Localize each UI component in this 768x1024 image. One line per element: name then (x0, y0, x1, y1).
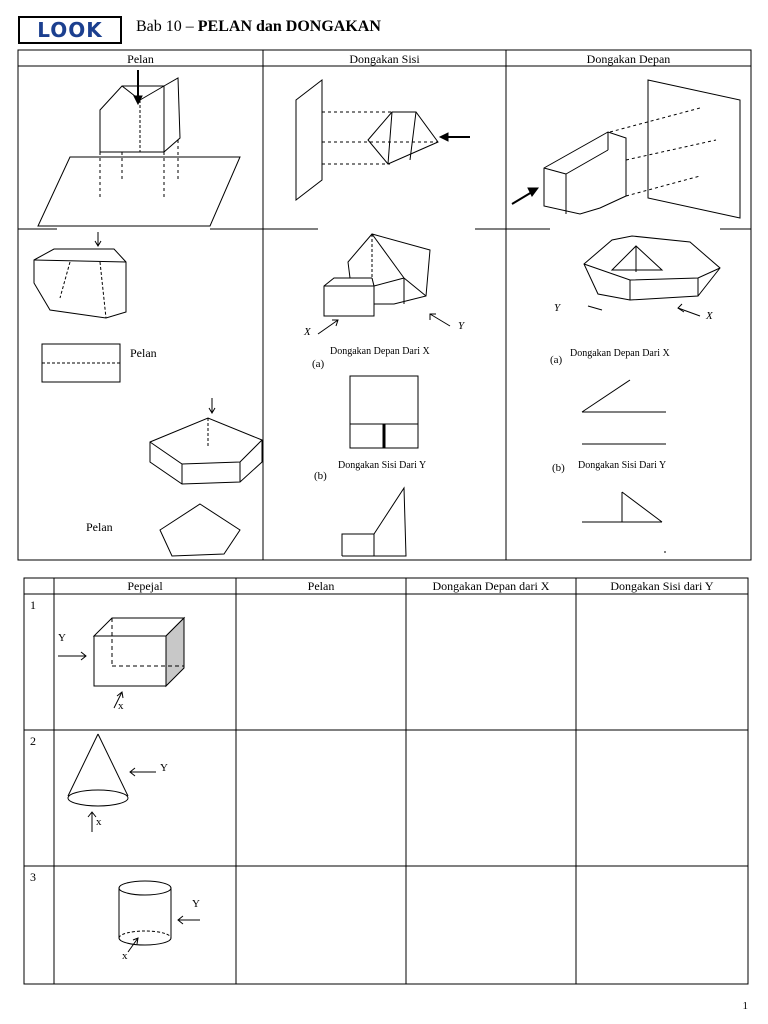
label-right-b-marker: (b) (552, 462, 565, 474)
label-axis-y-mid: Y (458, 320, 465, 332)
col-header-dongakan-depan: Dongakan Depan (586, 52, 671, 66)
row-number-2: 2 (30, 734, 36, 748)
ex-header-dongakan-sisi: Dongakan Sisi dari Y (610, 579, 714, 593)
label-right-a-marker: (a) (550, 354, 563, 366)
ex-header-pelan: Pelan (307, 579, 335, 593)
row3-x-label: x (122, 950, 128, 962)
page-number: 1 (742, 1000, 748, 1012)
row1-y-label: Y (58, 632, 66, 644)
cylinder-diagram (119, 881, 200, 952)
ex-header-pepejal: Pepejal (127, 579, 163, 593)
label-right-a-text: Dongakan Depan Dari X (570, 348, 670, 359)
col-header-pelan: Pelan (127, 52, 154, 66)
row-number-3: 3 (30, 870, 36, 884)
label-axis-x-right: X (706, 310, 713, 322)
label-mid-b-text: Dongakan Sisi Dari Y (338, 460, 427, 471)
label-mid-a-marker: (a) (312, 358, 325, 370)
label-axis-y-right: Y (554, 302, 561, 314)
row2-y-label: Y (160, 762, 168, 774)
cuboid-diagram (58, 618, 184, 708)
row2-x-label: x (96, 816, 102, 828)
label-mid-b-marker: (b) (314, 470, 327, 482)
label-pelan-2: Pelan (86, 520, 113, 534)
label-mid-a-text: Dongakan Depan Dari X (330, 346, 430, 357)
ex-header-dongakan-depan: Dongakan Depan dari X (432, 579, 550, 593)
row3-y-label: Y (192, 898, 200, 910)
row-number-1: 1 (30, 598, 36, 612)
page-title: Bab 10 – PELAN dan DONGAKAN (136, 18, 381, 35)
row1-x-label: x (118, 700, 124, 712)
cone-diagram (68, 734, 156, 832)
label-pelan-1: Pelan (130, 346, 157, 360)
col-header-dongakan-sisi: Dongakan Sisi (349, 52, 420, 66)
logo-text: LOOK (37, 18, 103, 42)
label-right-b-text: Dongakan Sisi Dari Y (578, 460, 667, 471)
label-axis-x-mid: X (304, 326, 311, 338)
